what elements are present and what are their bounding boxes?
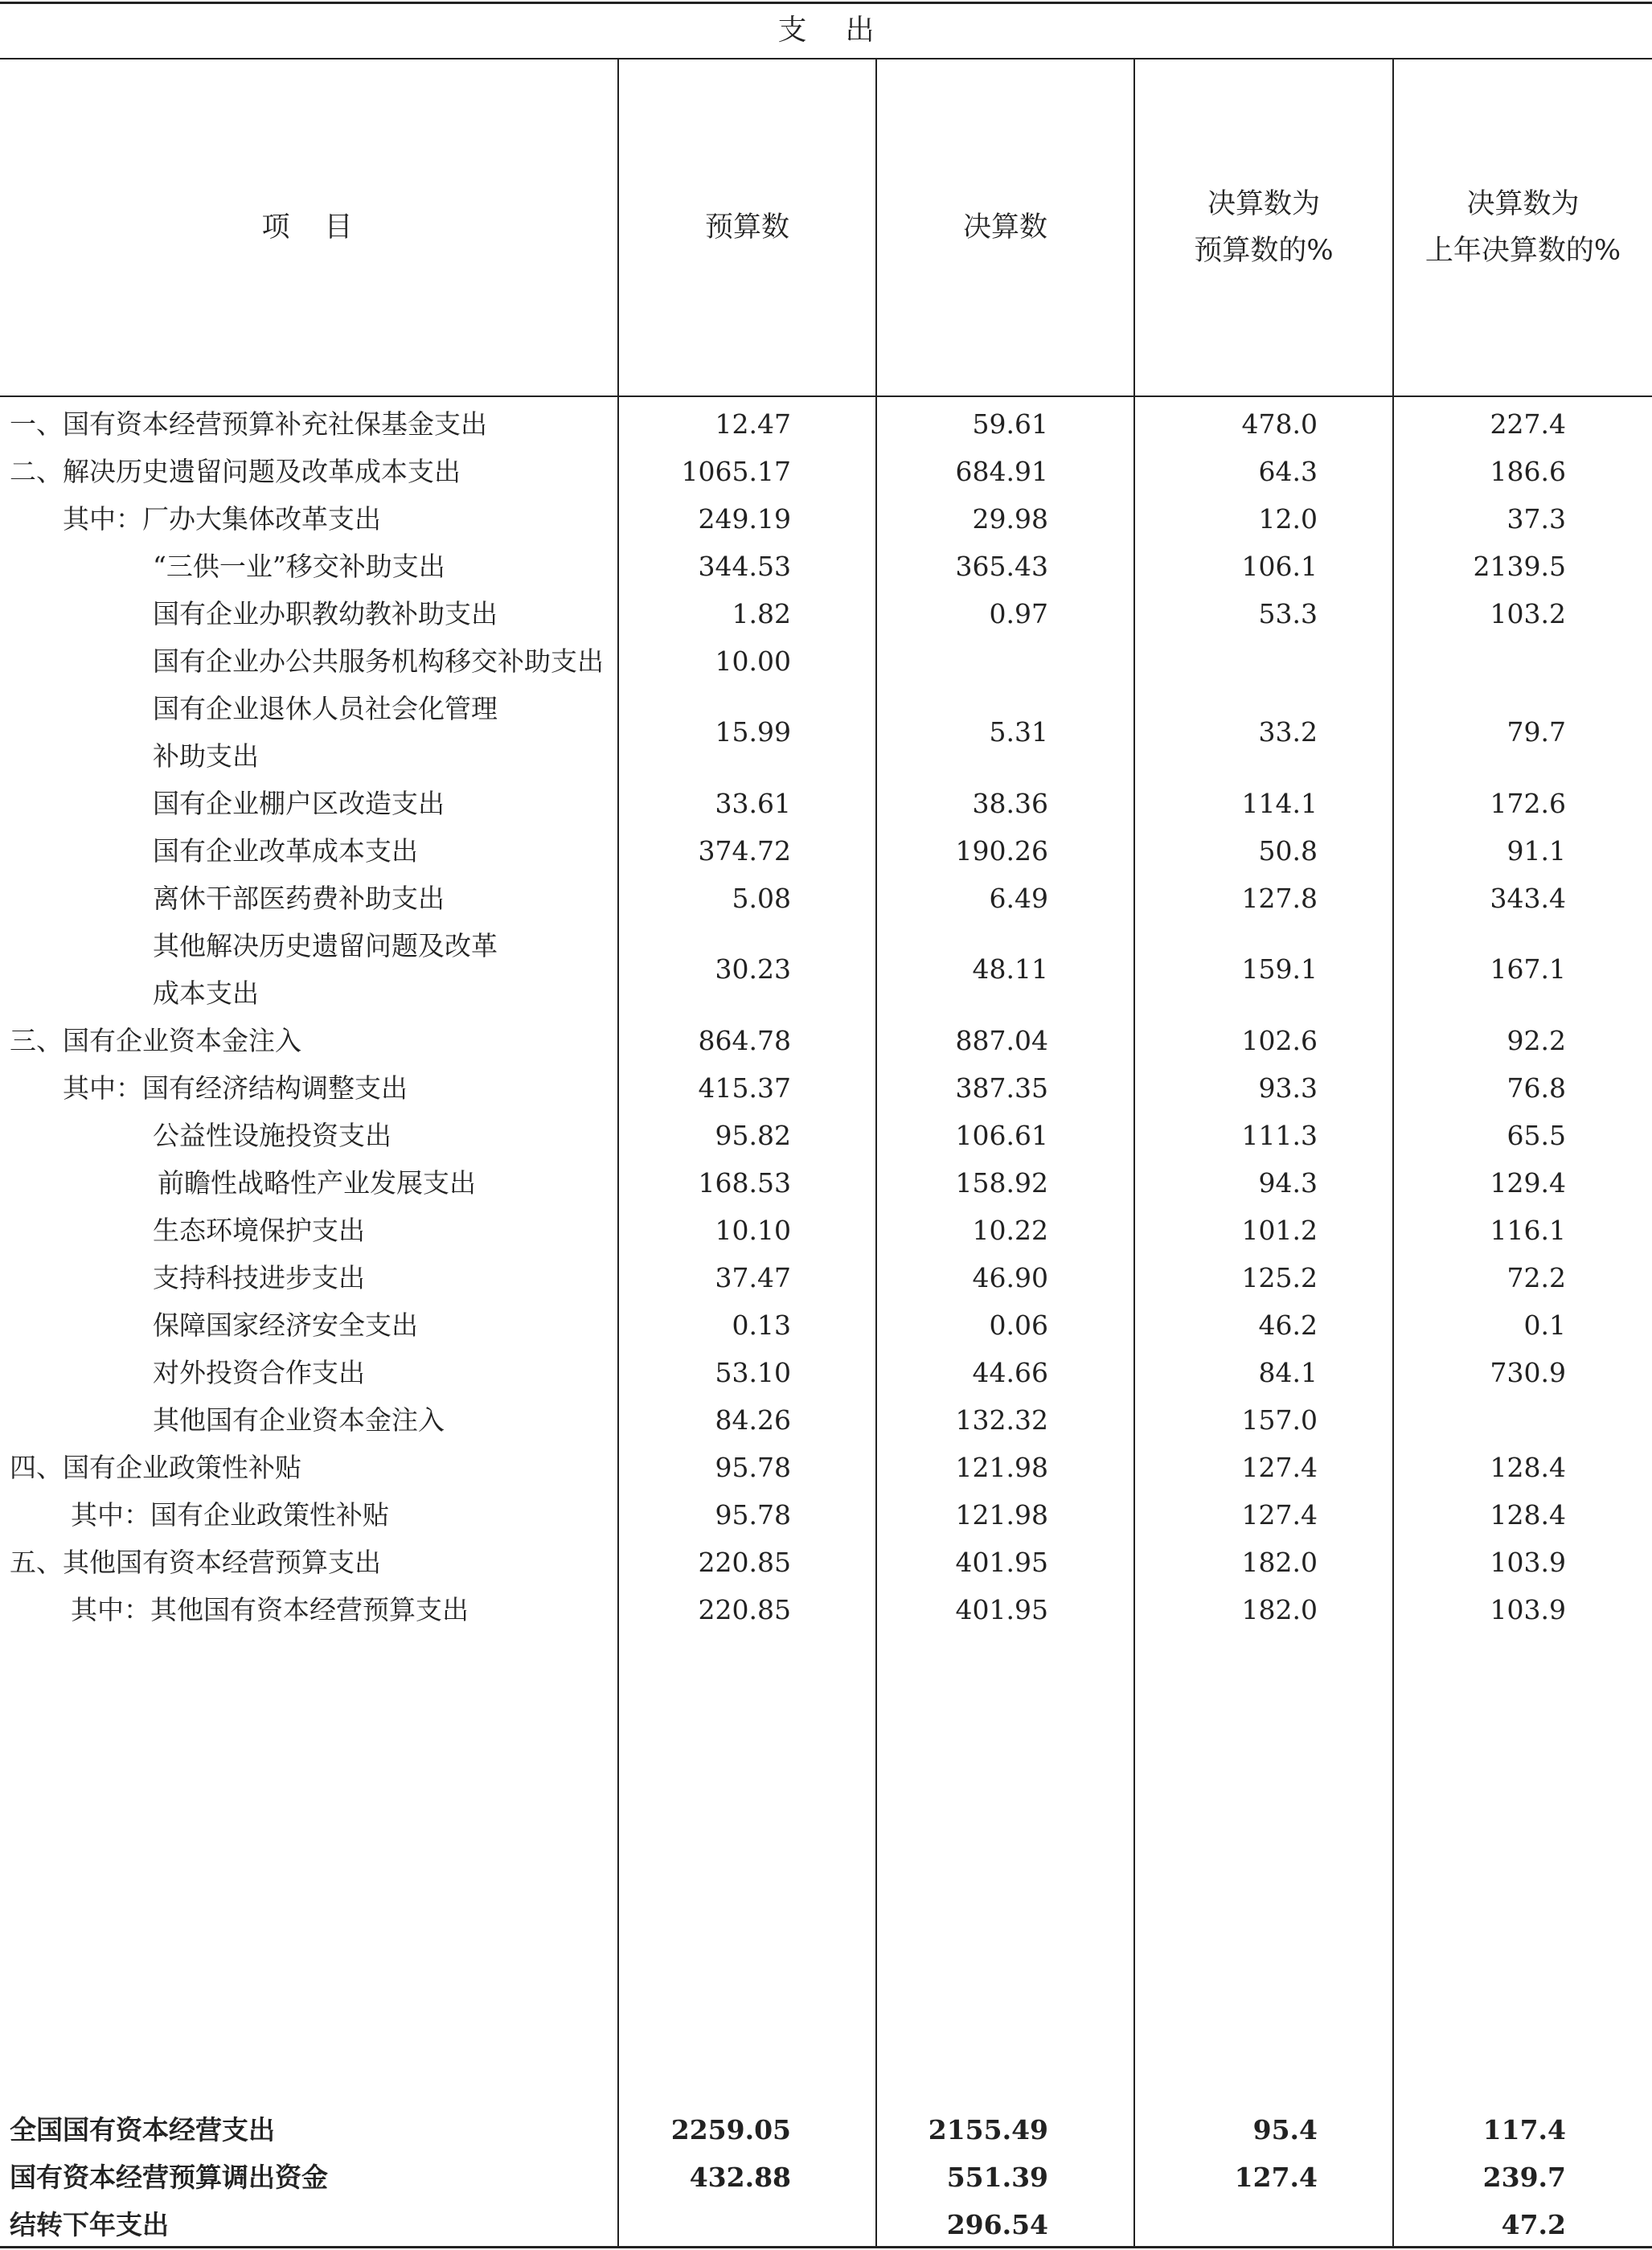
budget-value: 33.61 [715, 788, 791, 819]
row-label: 前瞻性战略性产业发展支出 [158, 1167, 476, 1199]
pct-prev-value: 76.8 [1506, 1072, 1566, 1104]
total-pct-prev-value: 117.4 [1482, 2114, 1566, 2145]
budget-value: 249.19 [698, 503, 791, 535]
final-value: 401.95 [955, 1547, 1048, 1578]
row-label: 保障国家经济安全支出 [153, 1309, 418, 1341]
pct-budget-value: 33.2 [1258, 716, 1318, 748]
row-label-line: 成本支出 [153, 977, 259, 1009]
final-value: 38.36 [972, 788, 1048, 819]
header-pct-budget-line2: 预算数的% [1194, 235, 1334, 267]
final-value: 121.98 [955, 1499, 1048, 1531]
pct-budget-value: 102.6 [1241, 1025, 1318, 1056]
final-value: 0.06 [989, 1309, 1048, 1341]
total-pct-budget-value: 127.4 [1234, 2162, 1318, 2193]
total-pct-prev-value: 47.2 [1501, 2209, 1566, 2240]
budget-value: 30.23 [715, 953, 791, 985]
pct-prev-value: 167.1 [1490, 953, 1566, 985]
total-budget-value: 432.88 [689, 2162, 791, 2193]
final-value: 365.43 [955, 551, 1048, 582]
pct-prev-value: 72.2 [1506, 1262, 1566, 1293]
table-title: 支出 [777, 14, 913, 47]
pct-prev-value: 103.9 [1490, 1594, 1566, 1625]
pct-prev-value: 172.6 [1490, 788, 1566, 819]
pct-prev-value: 227.4 [1490, 408, 1566, 440]
pct-prev-value: 730.9 [1490, 1357, 1566, 1388]
final-value: 5.31 [989, 716, 1048, 748]
budget-value: 220.85 [698, 1594, 791, 1625]
row-label: 其中：国有企业政策性补贴 [71, 1499, 389, 1531]
pct-prev-value: 128.4 [1490, 1499, 1566, 1531]
pct-budget-value: 478.0 [1241, 408, 1318, 440]
row-label [0, 685, 617, 780]
total-final-value: 2155.49 [928, 2114, 1048, 2145]
row-label: 四、国有企业政策性补贴 [10, 1452, 301, 1483]
row-label: 三、国有企业资本金注入 [10, 1025, 301, 1056]
pct-budget-value: 46.2 [1258, 1309, 1318, 1341]
pct-budget-value: 182.0 [1241, 1594, 1318, 1625]
budget-value: 344.53 [698, 551, 791, 582]
total-pct-prev-value: 239.7 [1482, 2162, 1566, 2193]
header-item [0, 59, 617, 395]
total-pct-budget-value: 95.4 [1252, 2114, 1318, 2145]
row-label: 其中：国有经济结构调整支出 [63, 1072, 408, 1104]
budget-value: 220.85 [698, 1547, 791, 1578]
final-value: 401.95 [955, 1594, 1048, 1625]
pct-prev-value [1394, 637, 1566, 685]
row-label: 五、其他国有资本经营预算支出 [10, 1547, 381, 1578]
final-value: 6.49 [989, 883, 1048, 914]
final-value: 48.11 [972, 953, 1048, 985]
row-label: 公益性设施投资支出 [153, 1120, 391, 1151]
budget-value: 37.47 [715, 1262, 791, 1293]
row-label: 离休干部医药费补助支出 [153, 883, 445, 914]
final-value: 0.97 [989, 598, 1048, 629]
pct-prev-value: 343.4 [1490, 883, 1566, 914]
final-value: 59.61 [972, 408, 1048, 440]
pct-budget-value: 94.3 [1258, 1167, 1318, 1199]
final-value: 684.91 [955, 456, 1048, 487]
budget-value: 12.47 [715, 408, 791, 440]
pct-budget-value: 111.3 [1241, 1120, 1318, 1151]
pct-prev-value: 186.6 [1490, 456, 1566, 487]
pct-budget-value: 114.1 [1241, 788, 1318, 819]
row-label: 一、国有资本经营预算补充社保基金支出 [10, 408, 487, 440]
final-value [878, 637, 1048, 685]
pct-budget-value: 159.1 [1241, 953, 1318, 985]
final-value: 10.22 [972, 1215, 1048, 1246]
final-value: 132.32 [955, 1404, 1048, 1436]
pct-budget-value: 182.0 [1241, 1547, 1318, 1578]
total-pct-budget-value [1136, 2203, 1318, 2248]
pct-prev-value: 103.2 [1490, 598, 1566, 629]
budget-value: 374.72 [698, 835, 791, 867]
header-pct-budget-line1: 决算数为 [1207, 188, 1320, 220]
row-label: 生态环境保护支出 [153, 1215, 365, 1246]
pct-budget-value: 101.2 [1241, 1215, 1318, 1246]
row-label [0, 922, 617, 1017]
row-label: 对外投资合作支出 [153, 1357, 365, 1388]
header-item-text: 项 目 [261, 211, 356, 244]
budget-value: 415.37 [698, 1072, 791, 1104]
budget-value: 95.78 [715, 1499, 791, 1531]
final-value: 158.92 [955, 1167, 1048, 1199]
total-final-value: 551.39 [946, 2162, 1048, 2193]
pct-budget-value: 93.3 [1258, 1072, 1318, 1104]
row-label: 其中：厂办大集体改革支出 [63, 503, 381, 535]
pct-prev-value: 129.4 [1490, 1167, 1566, 1199]
row-label: 其他国有企业资本金注入 [153, 1404, 445, 1436]
row-label-line: 国有企业退休人员社会化管理 [153, 693, 498, 724]
pct-budget-value: 127.4 [1241, 1452, 1318, 1483]
budget-value: 84.26 [715, 1404, 791, 1436]
final-value: 46.90 [972, 1262, 1048, 1293]
row-label: “三供一业”移交补助支出 [153, 551, 445, 582]
pct-prev-value: 116.1 [1490, 1215, 1566, 1246]
budget-value: 10.10 [715, 1215, 791, 1246]
header-budget-text: 预算数 [704, 211, 789, 244]
total-label: 国有资本经营预算调出资金 [10, 2162, 328, 2193]
pct-budget-value: 125.2 [1241, 1262, 1318, 1293]
budget-value: 53.10 [715, 1357, 791, 1388]
pct-budget-value: 84.1 [1258, 1357, 1318, 1388]
total-budget-value [619, 2203, 791, 2248]
budget-value: 168.53 [698, 1167, 791, 1199]
final-value: 387.35 [955, 1072, 1048, 1104]
total-final-value: 296.54 [946, 2209, 1048, 2240]
budget-value: 15.99 [715, 716, 791, 748]
budget-value: 1.82 [732, 598, 791, 629]
pct-prev-value: 65.5 [1506, 1120, 1566, 1151]
row-label: 国有企业办职教幼教补助支出 [153, 598, 498, 629]
pct-budget-value: 12.0 [1258, 503, 1318, 535]
pct-prev-value: 0.1 [1523, 1309, 1566, 1341]
pct-budget-value: 127.4 [1241, 1499, 1318, 1531]
pct-budget-value: 157.0 [1241, 1404, 1318, 1436]
row-label: 国有企业办公共服务机构移交补助支出 [153, 645, 604, 677]
pct-budget-value: 127.8 [1241, 883, 1318, 914]
row-label: 国有企业改革成本支出 [153, 835, 418, 867]
total-label: 结转下年支出 [10, 2209, 169, 2240]
total-label: 全国国有资本经营支出 [10, 2114, 275, 2145]
header-pct-prev-line2: 上年决算数的% [1424, 235, 1621, 267]
pct-prev-value: 2139.5 [1473, 551, 1566, 582]
final-value: 44.66 [972, 1357, 1048, 1388]
budget-value: 864.78 [698, 1025, 791, 1056]
header-final [877, 59, 1133, 395]
row-label: 二、解决历史遗留问题及改革成本支出 [10, 456, 461, 487]
row-label: 支持科技进步支出 [153, 1262, 365, 1293]
header-rule [0, 395, 1652, 397]
pct-budget-value: 106.1 [1241, 551, 1318, 582]
header-final-text: 决算数 [962, 211, 1047, 244]
pct-prev-value: 91.1 [1506, 835, 1566, 867]
pct-budget-value: 53.3 [1258, 598, 1318, 629]
budget-value: 0.13 [732, 1309, 791, 1341]
header-pct-budget [1135, 59, 1392, 395]
budget-value: 10.00 [715, 645, 791, 677]
budget-value: 5.08 [732, 883, 791, 914]
budget-value: 95.78 [715, 1452, 791, 1483]
final-value: 887.04 [955, 1025, 1048, 1056]
row-label: 其中：其他国有资本经营预算支出 [71, 1594, 469, 1625]
header-budget [619, 59, 875, 395]
row-label-line: 其他解决历史遗留问题及改革 [153, 930, 498, 961]
pct-prev-value: 79.7 [1506, 716, 1566, 748]
final-value: 29.98 [972, 503, 1048, 535]
pct-prev-value: 92.2 [1506, 1025, 1566, 1056]
row-label: 国有企业棚户区改造支出 [153, 788, 445, 819]
header-pct-prev [1394, 59, 1652, 395]
budget-value: 1065.17 [681, 456, 791, 487]
pct-budget-value: 50.8 [1258, 835, 1318, 867]
pct-prev-value [1394, 1396, 1566, 1444]
budget-value: 95.82 [715, 1120, 791, 1151]
pct-prev-value: 37.3 [1506, 503, 1566, 535]
header-pct-prev-line1: 决算数为 [1466, 188, 1580, 220]
final-value: 190.26 [955, 835, 1048, 867]
pct-prev-value: 103.9 [1490, 1547, 1566, 1578]
total-budget-value: 2259.05 [670, 2114, 791, 2145]
pct-budget-value [1136, 637, 1318, 685]
final-value: 121.98 [955, 1452, 1048, 1483]
pct-prev-value: 128.4 [1490, 1452, 1566, 1483]
row-label-line: 补助支出 [153, 740, 259, 772]
final-value: 106.61 [955, 1120, 1048, 1151]
pct-budget-value: 64.3 [1258, 456, 1318, 487]
